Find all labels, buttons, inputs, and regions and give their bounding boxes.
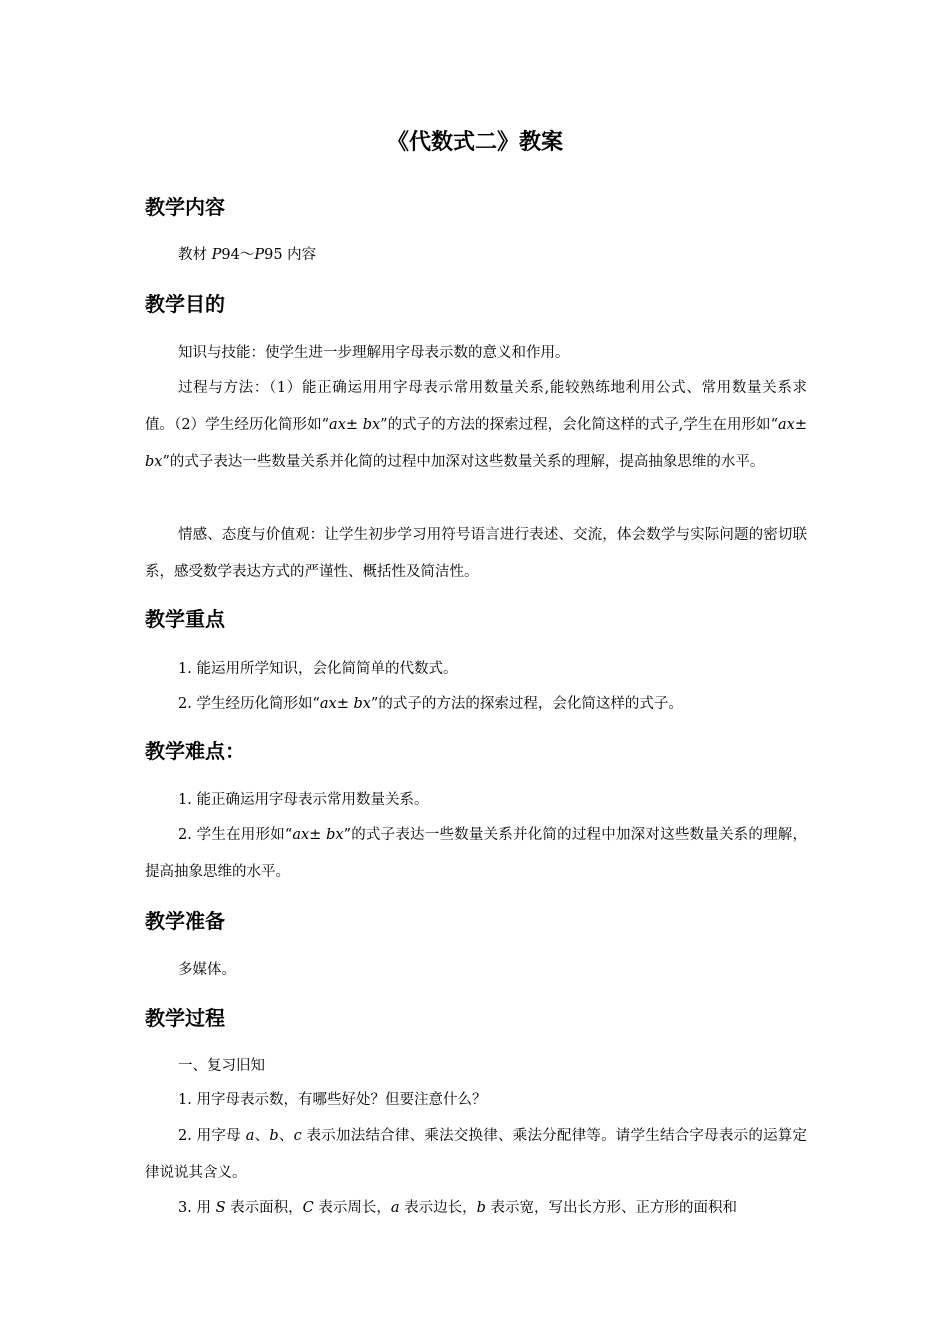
- page-to-number: 95 内容: [264, 247, 317, 263]
- expr-plus-minus: ±: [336, 696, 354, 712]
- q2-text-a: 2. 用字母: [178, 1128, 246, 1144]
- heading-procedure: 教学过程: [145, 1006, 225, 1030]
- procedure-step-title: 一、复习旧知: [178, 1058, 265, 1074]
- q3-text-c: 表示周长，: [313, 1200, 391, 1216]
- var-b: b: [269, 1128, 279, 1144]
- page-from-number: 94～: [221, 247, 255, 263]
- q3-text-d: 表示边长，: [399, 1200, 477, 1216]
- q3-text-a: 3. 用: [178, 1200, 216, 1216]
- heading-preparation: 教学准备: [145, 909, 225, 933]
- key-point-2-text-b: ”的式子的方法的探索过程，会化简这样的式子。: [370, 696, 683, 712]
- q2-sep-1: 、: [254, 1128, 270, 1144]
- procedure-question-1: 1. 用字母表示数，有哪些好处？但要注意什么？: [178, 1092, 487, 1108]
- expr-ax: ax: [329, 417, 346, 433]
- var-a: a: [245, 1128, 255, 1144]
- difficulty-1: 1. 能正确运用字母表示常用数量关系。: [178, 792, 429, 808]
- key-point-1: 1. 能运用所学知识，会化简简单的代数式。: [178, 661, 458, 677]
- var-S: S: [215, 1200, 226, 1216]
- expr-plus-minus: ±: [794, 417, 807, 433]
- difficulty-2-text-b: ”的式子表达一些数量关系并化简的过程中加深对这些数量关系的理解，提高抽象思维的水平。: [145, 827, 807, 880]
- paragraph-process-methods: [145, 370, 807, 481]
- var-a: a: [390, 1200, 400, 1216]
- process-text-a: 过程与方法：（1）能正确运用用字母表示常用数量关系,能较熟练地利用公式、常用数量关系求值。（2）学生经历化简形如“: [145, 380, 807, 433]
- expr-plus-minus: ±: [345, 417, 363, 433]
- paragraph-emotion-attitude: 情感、态度与价值观：让学生初步学习用符号语言进行表述、交流，体会数学与实际问题的密切联系，感受数学表达方式的严谨性、概括性及简洁性。: [145, 527, 807, 580]
- q3-text-e: 表示宽，写出长方形、正方形的面积和: [485, 1200, 737, 1216]
- page-title: 《代数式二》教案: [386, 129, 563, 155]
- page-to-letter: P: [254, 247, 265, 263]
- q3-text-b: 表示面积，: [225, 1200, 303, 1216]
- var-b: b: [476, 1200, 486, 1216]
- var-c: c: [293, 1128, 302, 1144]
- process-text-b: ”的式子的方法的探索过程，会化简这样的式子,学生在用形如“: [380, 417, 779, 433]
- key-point-2: [145, 686, 807, 723]
- q2-text-b: 表示加法结合律、乘法交换律、乘法分配律等。请学生结合字母表示的运算定律说说其含义。: [145, 1128, 808, 1181]
- procedure-question-3: [145, 1190, 807, 1227]
- expr-ax: ax: [319, 696, 337, 712]
- page-from-letter: P: [211, 247, 222, 263]
- paragraph-knowledge-skills: 知识与技能：使学生进一步理解用字母表示数的意义和作用。: [178, 345, 570, 361]
- expr-bx: bx: [145, 454, 163, 470]
- heading-teaching-objectives: 教学目的: [145, 292, 225, 316]
- expr-bx: bx: [326, 827, 344, 843]
- expr-bx: bx: [362, 417, 381, 433]
- key-point-2-text-a: 2. 学生经历化简形如“: [178, 696, 320, 712]
- paragraph-material: [145, 237, 807, 274]
- expr-plus-minus: ±: [309, 827, 327, 843]
- heading-key-points: 教学重点: [145, 607, 225, 631]
- expr-bx: bx: [353, 696, 371, 712]
- process-text-c: ”的式子表达一些数量关系并化简的过程中加深对这些数量关系的理解，提高抽象思维的水平。: [162, 454, 765, 470]
- heading-difficulties: 教学难点：: [145, 739, 245, 763]
- expr-ax: ax: [778, 417, 795, 433]
- expr-ax: ax: [292, 827, 310, 843]
- difficulty-2-text-a: 2. 学生在用形如“: [178, 827, 293, 843]
- procedure-question-2: [145, 1118, 807, 1192]
- var-C: C: [302, 1200, 314, 1216]
- heading-teaching-content: 教学内容: [145, 195, 225, 219]
- difficulty-2: [145, 817, 807, 891]
- q2-sep-2: 、: [278, 1128, 294, 1144]
- material-prefix: 教材: [178, 247, 212, 263]
- preparation-text: 多媒体。: [178, 962, 236, 978]
